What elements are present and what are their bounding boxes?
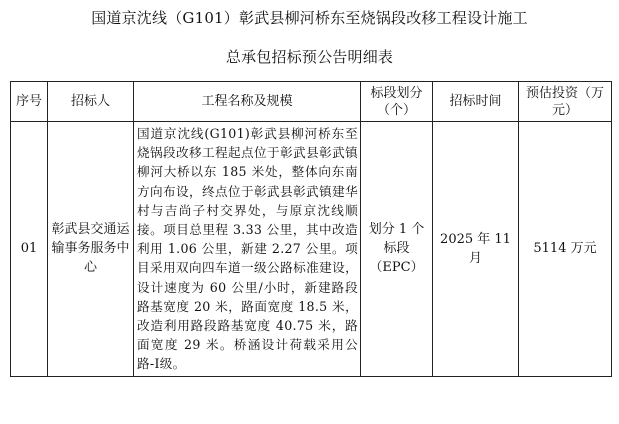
cell-section: 划分 1 个标段（EPC） — [361, 122, 433, 377]
tender-table — [10, 81, 612, 377]
header-investment: 预估投资（万元） — [519, 82, 612, 122]
table-header-row — [11, 82, 612, 122]
cell-investment: 5114 万元 — [519, 122, 612, 377]
table-row — [11, 122, 612, 377]
cell-tenderer: 彰武县交通运输事务服务中心 — [48, 122, 134, 377]
cell-seq: 01 — [11, 122, 48, 377]
page-subtitle: 总承包招标预公告明细表 — [225, 48, 394, 66]
cell-project-scope: 国道京沈线(G101)彰武县柳河桥东至烧锅段改移工程起点位于彰武县彰武镇柳河大桥以东 185 米处，整体向东南方向布设，终点位于彰武县彰武镇建华村与吉尚子村交界处，与原京沈线顺接。项目总里程 3.33 公里，其中改造利用 1.06 公里，新建 2.27 公里。项目采用双向四车道一级公路标准建设，设计速度为 60 公里/小时，新建路段路基宽度 20 米，路面宽度 18.5 米，改造利用路段路基宽度 40.75 米，路面宽度 29 米。桥涵设计荷载采用公路-Ⅰ级。 — [134, 122, 361, 377]
header-tenderer: 招标人 — [48, 82, 134, 122]
header-time: 招标时间 — [433, 82, 519, 122]
page-title: 国道京沈线（G101）彰武县柳河桥东至烧锅段改移工程设计施工 — [91, 9, 528, 27]
header-section: 标段划分（个） — [361, 82, 433, 122]
header-project: 工程名称及规模 — [134, 82, 361, 122]
header-seq: 序号 — [11, 82, 48, 122]
cell-time: 2025 年 11 月 — [433, 122, 519, 377]
